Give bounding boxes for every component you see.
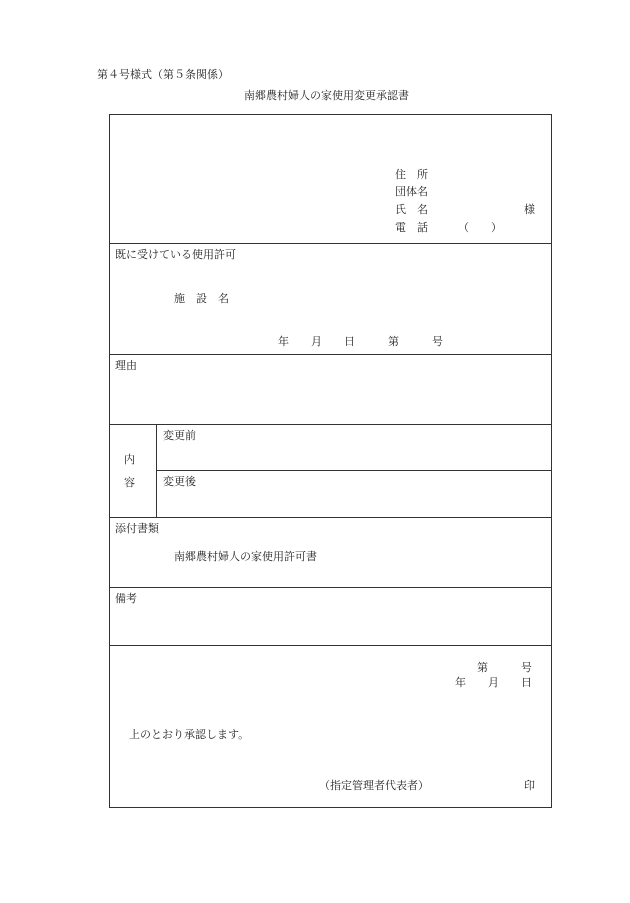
facility-label: 施 設 名 (174, 292, 229, 305)
phone-label: 電 話 (395, 221, 428, 234)
form-number: 第４号様式（第５条関係） (97, 68, 229, 81)
phone-paren: （ ） (458, 221, 502, 234)
attachments-label: 添付書類 (115, 522, 159, 535)
content-label-1: 内 (124, 453, 135, 466)
permit-date-line: 年 月 日 第 号 (278, 335, 443, 348)
approval-form (109, 114, 552, 808)
approval-date-line: 年 月 日 (455, 676, 532, 689)
after-label: 変更後 (163, 475, 196, 488)
remarks-label: 備考 (115, 592, 137, 605)
seal-mark: 印 (524, 779, 535, 792)
divider (110, 354, 551, 355)
approval-number-line: 第 号 (477, 661, 532, 674)
divider (110, 243, 551, 244)
name-suffix: 様 (524, 203, 535, 216)
before-label: 変更前 (163, 429, 196, 442)
existing-permit-label: 既に受けている使用許可 (115, 248, 236, 261)
document-title: 南郷農村婦人の家使用変更承認書 (244, 89, 409, 102)
divider (156, 470, 551, 471)
content-label-2: 容 (124, 476, 135, 489)
divider (110, 517, 551, 518)
name-label: 氏 名 (395, 203, 428, 216)
divider (110, 645, 551, 646)
divider (110, 587, 551, 588)
content-divider (156, 424, 157, 517)
reason-label: 理由 (115, 359, 137, 372)
approval-statement: 上のとおり承認します。 (129, 728, 250, 741)
address-label: 住 所 (395, 168, 428, 181)
manager-label: （指定管理者代表者） (319, 779, 429, 792)
attachment-item: 南郷農村婦人の家使用許可書 (174, 550, 317, 563)
divider (110, 424, 551, 425)
group-label: 団体名 (395, 185, 428, 198)
